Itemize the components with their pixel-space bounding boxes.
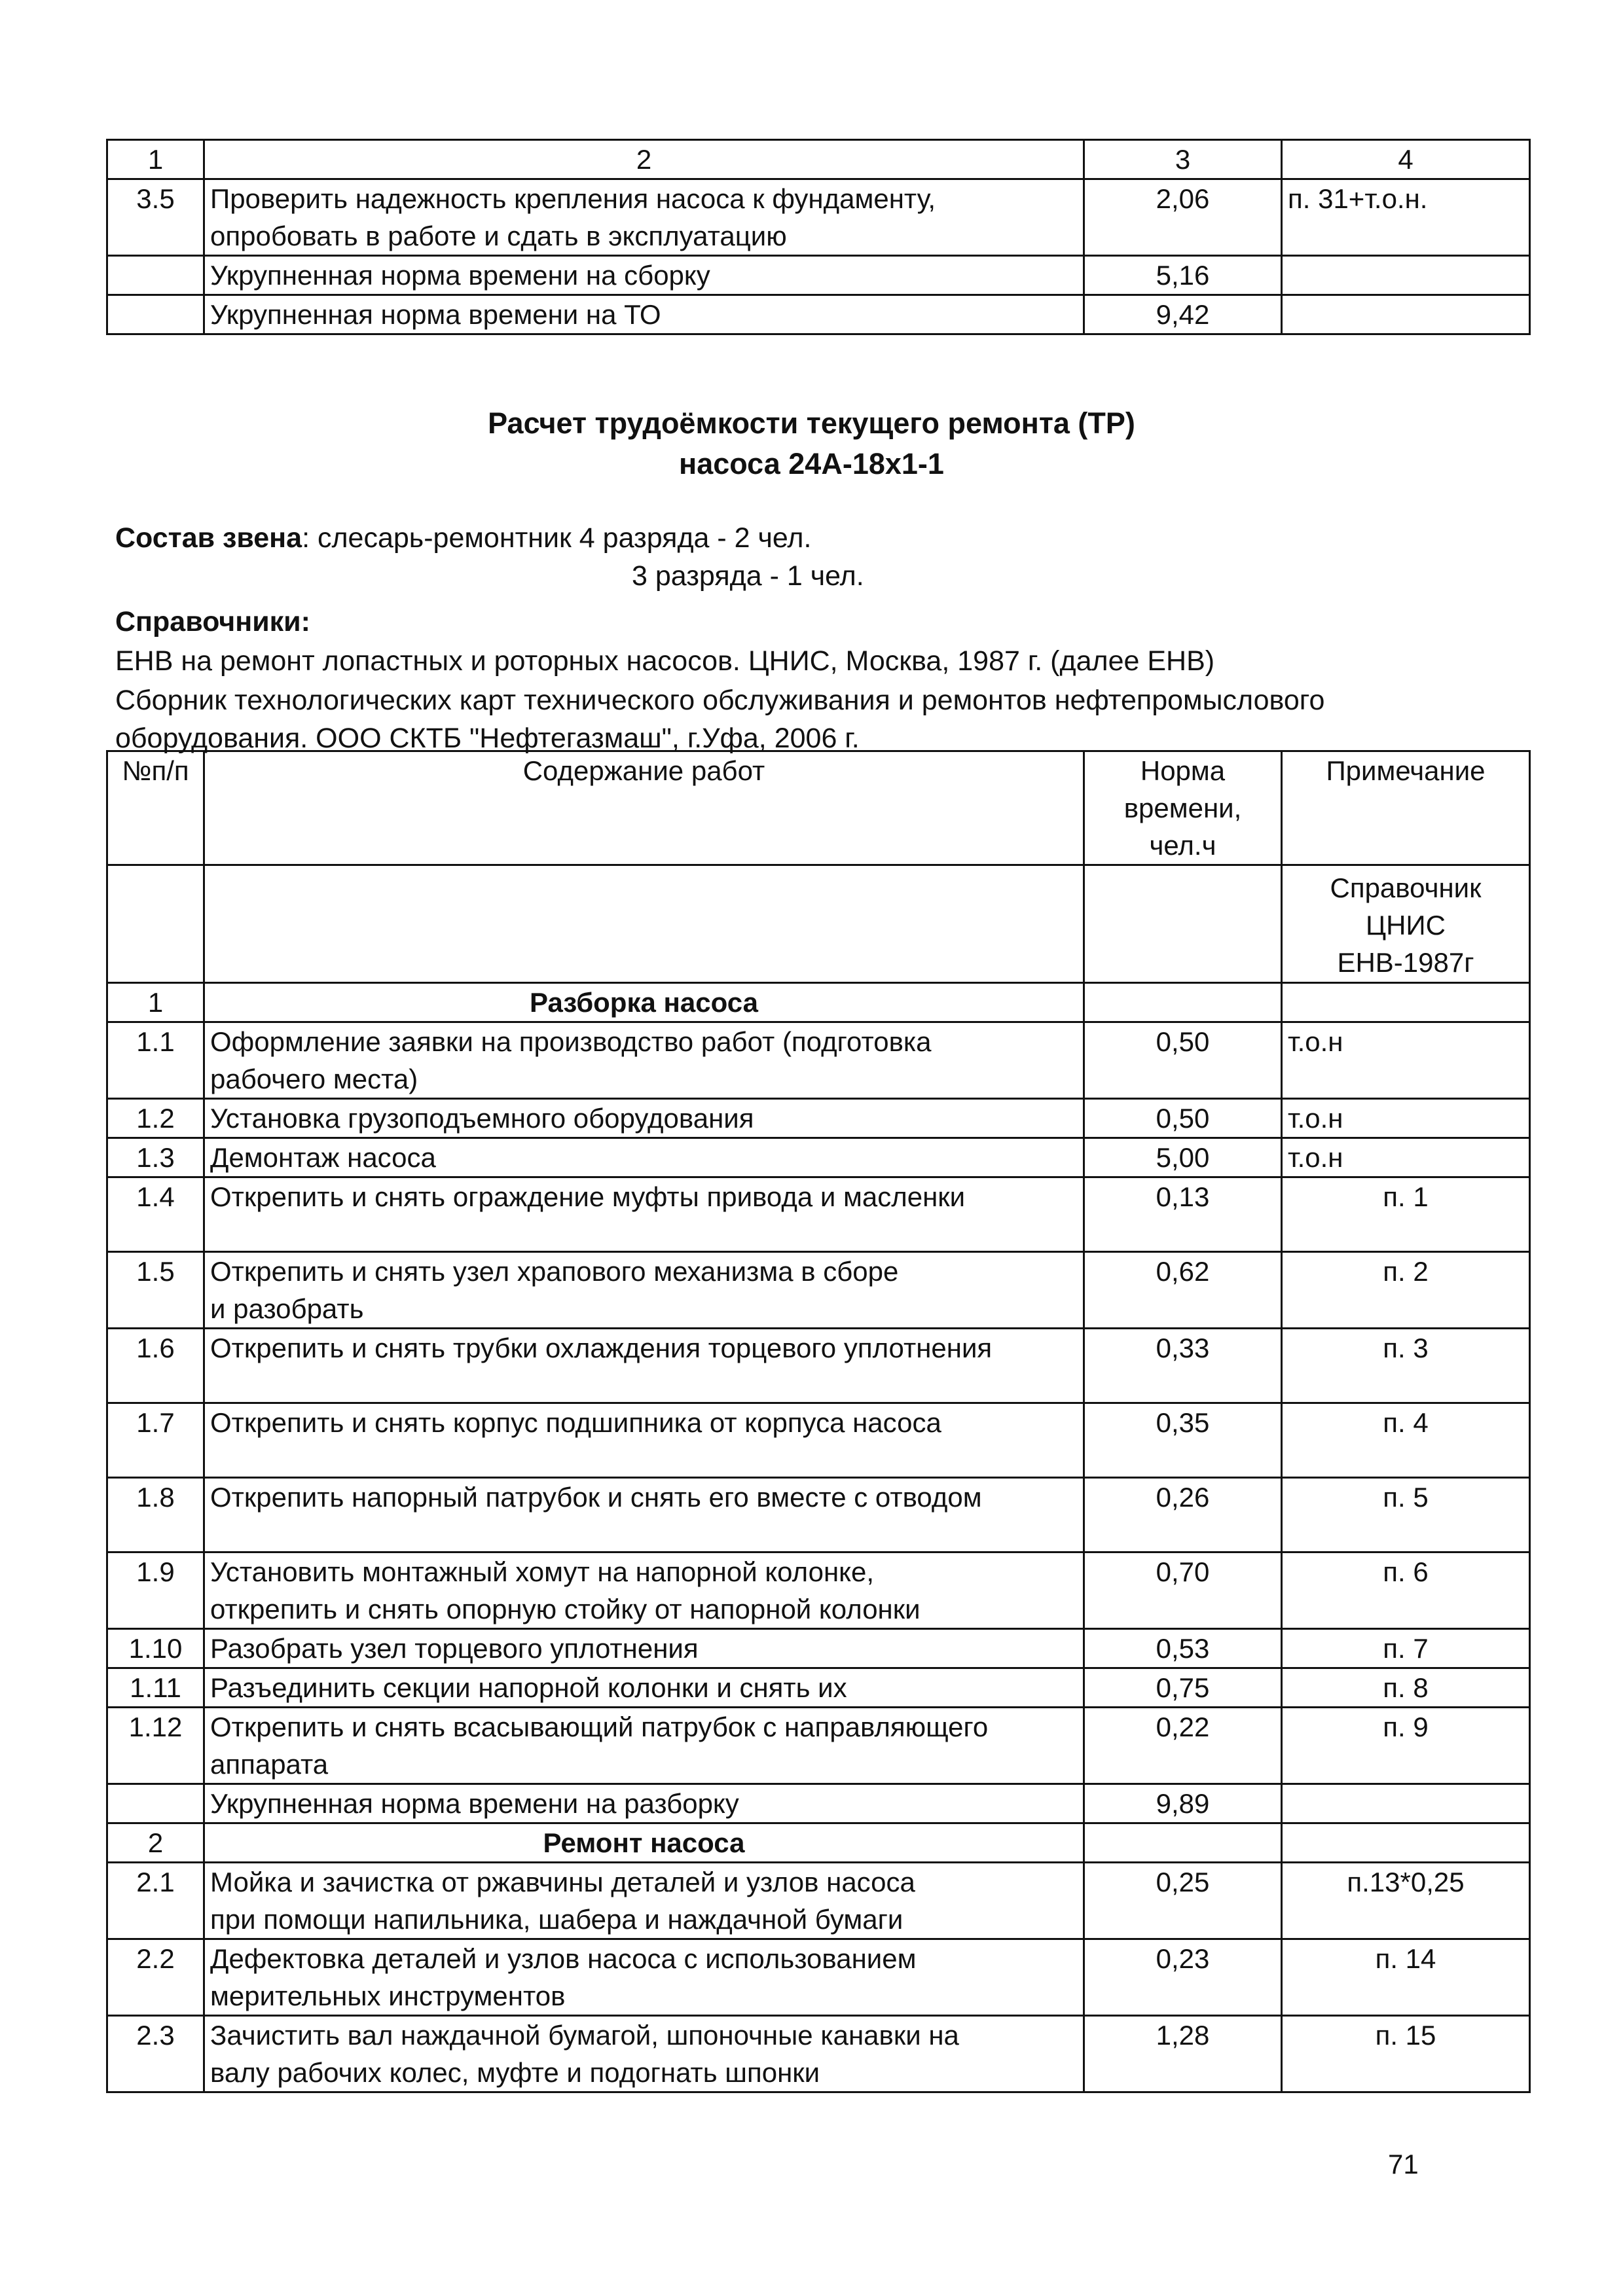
work-description: Оформление заявки на производство работ (подготовка рабочего места) bbox=[204, 1022, 1084, 1099]
note: п. 14 bbox=[1282, 1939, 1530, 2016]
table-row bbox=[107, 1863, 1530, 1939]
references-label: Справочники: bbox=[115, 606, 310, 637]
top-table-header bbox=[107, 140, 1530, 179]
work-description: Укрупненная норма времени на ТО bbox=[204, 295, 1084, 334]
note: п. 1 bbox=[1282, 1177, 1530, 1252]
row-number: 1.3 bbox=[107, 1138, 204, 1177]
row-number: 3.5 bbox=[107, 179, 204, 256]
table-row bbox=[107, 1022, 1530, 1099]
note: п. 4 bbox=[1282, 1403, 1530, 1478]
work-description: Дефектовка деталей и узлов насоса с использованием мерительных инструментов bbox=[204, 1939, 1084, 2016]
header-norm: Норма времени, чел.ч bbox=[1084, 751, 1282, 865]
row-number: 2 bbox=[107, 1823, 204, 1863]
table-row bbox=[107, 1177, 1530, 1252]
subheader-empty bbox=[204, 865, 1084, 983]
note bbox=[1282, 295, 1530, 334]
row-number: 1.10 bbox=[107, 1629, 204, 1668]
note: п. 2 bbox=[1282, 1252, 1530, 1329]
table-row bbox=[107, 2016, 1530, 2092]
table-row bbox=[107, 1329, 1530, 1403]
note: п. 8 bbox=[1282, 1668, 1530, 1708]
work-description: Разобрать узел торцевого уплотнения bbox=[204, 1629, 1084, 1668]
time-norm bbox=[1084, 1823, 1282, 1863]
table-row bbox=[107, 1478, 1530, 1552]
work-description: Разъединить секции напорной колонки и снять их bbox=[204, 1668, 1084, 1708]
work-description: Установка грузоподъемного оборудования bbox=[204, 1099, 1084, 1138]
crew-label: Состав звена bbox=[115, 522, 302, 554]
table-row bbox=[107, 1138, 1530, 1177]
row-number: 1.8 bbox=[107, 1478, 204, 1552]
crew-line bbox=[115, 518, 811, 558]
note: п. 31+т.о.н. bbox=[1282, 179, 1530, 256]
time-norm: 0,50 bbox=[1084, 1022, 1282, 1099]
work-description: Открепить и снять ограждение муфты привода и масленки bbox=[204, 1177, 1084, 1252]
time-norm: 0,62 bbox=[1084, 1252, 1282, 1329]
page-title: Расчет трудоёмкости текущего ремонта (ТР) bbox=[488, 406, 1135, 440]
note: т.о.н bbox=[1282, 1099, 1530, 1138]
top-table bbox=[106, 139, 1531, 335]
note bbox=[1282, 1784, 1530, 1823]
work-description: Демонтаж насоса bbox=[204, 1138, 1084, 1177]
row-number: 2.2 bbox=[107, 1939, 204, 2016]
time-norm: 5,00 bbox=[1084, 1138, 1282, 1177]
work-description: Открепить и снять корпус подшипника от корпуса насоса bbox=[204, 1403, 1084, 1478]
time-norm: 0,22 bbox=[1084, 1708, 1282, 1784]
row-number: 1.9 bbox=[107, 1552, 204, 1629]
table-row bbox=[107, 1939, 1530, 2016]
total-row bbox=[107, 1784, 1530, 1823]
note: т.о.н bbox=[1282, 1138, 1530, 1177]
work-description: Открепить и снять трубки охлаждения торцевого уплотнения bbox=[204, 1329, 1084, 1403]
note: т.о.н bbox=[1282, 1022, 1530, 1099]
note: п.13*0,25 bbox=[1282, 1863, 1530, 1939]
table-row bbox=[107, 256, 1530, 295]
row-number: 1.1 bbox=[107, 1022, 204, 1099]
row-number: 1.11 bbox=[107, 1668, 204, 1708]
section-row bbox=[107, 983, 1530, 1022]
crew-text-2: 3 разряда - 1 чел. bbox=[632, 560, 864, 592]
time-norm: 9,89 bbox=[1084, 1784, 1282, 1823]
time-norm: 0,53 bbox=[1084, 1629, 1282, 1668]
subheader-empty bbox=[1084, 865, 1282, 983]
time-norm: 0,35 bbox=[1084, 1403, 1282, 1478]
table-row bbox=[107, 1668, 1530, 1708]
row-number: 1.12 bbox=[107, 1708, 204, 1784]
note bbox=[1282, 256, 1530, 295]
row-number: 1.2 bbox=[107, 1099, 204, 1138]
table-row bbox=[107, 295, 1530, 334]
row-number: 1.5 bbox=[107, 1252, 204, 1329]
time-norm: 0,50 bbox=[1084, 1099, 1282, 1138]
page-subtitle: насоса 24А-18х1-1 bbox=[679, 447, 944, 480]
table-row bbox=[107, 1629, 1530, 1668]
note bbox=[1282, 983, 1530, 1022]
header-note: Примечание bbox=[1282, 751, 1530, 865]
section-title: Разборка насоса bbox=[204, 983, 1084, 1022]
table-row bbox=[107, 1099, 1530, 1138]
row-number bbox=[107, 295, 204, 334]
table-row bbox=[107, 1552, 1530, 1629]
row-number bbox=[107, 1784, 204, 1823]
table-row bbox=[107, 179, 1530, 256]
table-row bbox=[107, 1708, 1530, 1784]
time-norm: 5,16 bbox=[1084, 256, 1282, 295]
time-norm: 9,42 bbox=[1084, 295, 1282, 334]
col-header: 1 bbox=[107, 140, 204, 179]
note: п. 3 bbox=[1282, 1329, 1530, 1403]
row-number: 1.4 bbox=[107, 1177, 204, 1252]
time-norm: 0,75 bbox=[1084, 1668, 1282, 1708]
work-description: Открепить напорный патрубок и снять его вместе с отводом bbox=[204, 1478, 1084, 1552]
note: п. 9 bbox=[1282, 1708, 1530, 1784]
page-number: 71 bbox=[1388, 2149, 1419, 2179]
note: п. 7 bbox=[1282, 1629, 1530, 1668]
time-norm: 0,13 bbox=[1084, 1177, 1282, 1252]
time-norm: 0,23 bbox=[1084, 1939, 1282, 2016]
work-description: Зачистить вал наждачной бумагой, шпоночные канавки на валу рабочих колес, муфте и подогнать шпонки bbox=[204, 2016, 1084, 2092]
row-number: 2.1 bbox=[107, 1863, 204, 1939]
work-description: Открепить и снять всасывающий патрубок с направляющего аппарата bbox=[204, 1708, 1084, 1784]
reference-1: ЕНВ на ремонт лопастных и роторных насосов. ЦНИС, Москва, 1987 г. (далее ЕНВ) bbox=[115, 645, 1215, 677]
col-header: 4 bbox=[1282, 140, 1530, 179]
row-number: 1.7 bbox=[107, 1403, 204, 1478]
work-description: Установить монтажный хомут на напорной колонке, открепить и снять опорную стойку от напорной колонки bbox=[204, 1552, 1084, 1629]
table-row bbox=[107, 1252, 1530, 1329]
crew-text-1: : слесарь-ремонтник 4 разряда - 2 чел. bbox=[302, 522, 812, 554]
row-number: 1 bbox=[107, 983, 204, 1022]
header-work: Содержание работ bbox=[204, 751, 1084, 865]
time-norm: 0,33 bbox=[1084, 1329, 1282, 1403]
time-norm: 0,25 bbox=[1084, 1863, 1282, 1939]
subheader-empty bbox=[107, 865, 204, 983]
table-row bbox=[107, 1403, 1530, 1478]
subheader-note: Справочник ЦНИС ЕНВ-1987г bbox=[1282, 865, 1530, 983]
work-description: Укрупненная норма времени на сборку bbox=[204, 256, 1084, 295]
reference-2: Сборник технологических карт технического обслуживания и ремонтов нефтепромыслового bbox=[115, 685, 1325, 716]
note: п. 15 bbox=[1282, 2016, 1530, 2092]
work-description: Открепить и снять узел храпового механизма в сборе и разобрать bbox=[204, 1252, 1084, 1329]
note bbox=[1282, 1823, 1530, 1863]
main-table bbox=[106, 750, 1531, 2093]
work-description: Мойка и зачистка от ржавчины деталей и узлов насоса при помощи напильника, шабера и наждачной бумаги bbox=[204, 1863, 1084, 1939]
col-header: 3 bbox=[1084, 140, 1282, 179]
row-number: 2.3 bbox=[107, 2016, 204, 2092]
section-title: Ремонт насоса bbox=[204, 1823, 1084, 1863]
col-header: 2 bbox=[204, 140, 1084, 179]
section-row bbox=[107, 1823, 1530, 1863]
note: п. 5 bbox=[1282, 1478, 1530, 1552]
time-norm: 0,26 bbox=[1084, 1478, 1282, 1552]
work-description: Проверить надежность крепления насоса к фундаменту, опробовать в работе и сдать в эксплуатацию bbox=[204, 179, 1084, 256]
time-norm bbox=[1084, 983, 1282, 1022]
header-num: №п/п bbox=[107, 751, 204, 865]
work-description: Укрупненная норма времени на разборку bbox=[204, 1784, 1084, 1823]
reference-3: оборудования. ООО СКТБ "Нефтегазмаш", г.Уфа, 2006 г. bbox=[115, 723, 860, 754]
row-number bbox=[107, 256, 204, 295]
row-number: 1.6 bbox=[107, 1329, 204, 1403]
main-table-header bbox=[107, 751, 1530, 865]
time-norm: 1,28 bbox=[1084, 2016, 1282, 2092]
note: п. 6 bbox=[1282, 1552, 1530, 1629]
time-norm: 0,70 bbox=[1084, 1552, 1282, 1629]
time-norm: 2,06 bbox=[1084, 179, 1282, 256]
subheader-row bbox=[107, 865, 1530, 983]
